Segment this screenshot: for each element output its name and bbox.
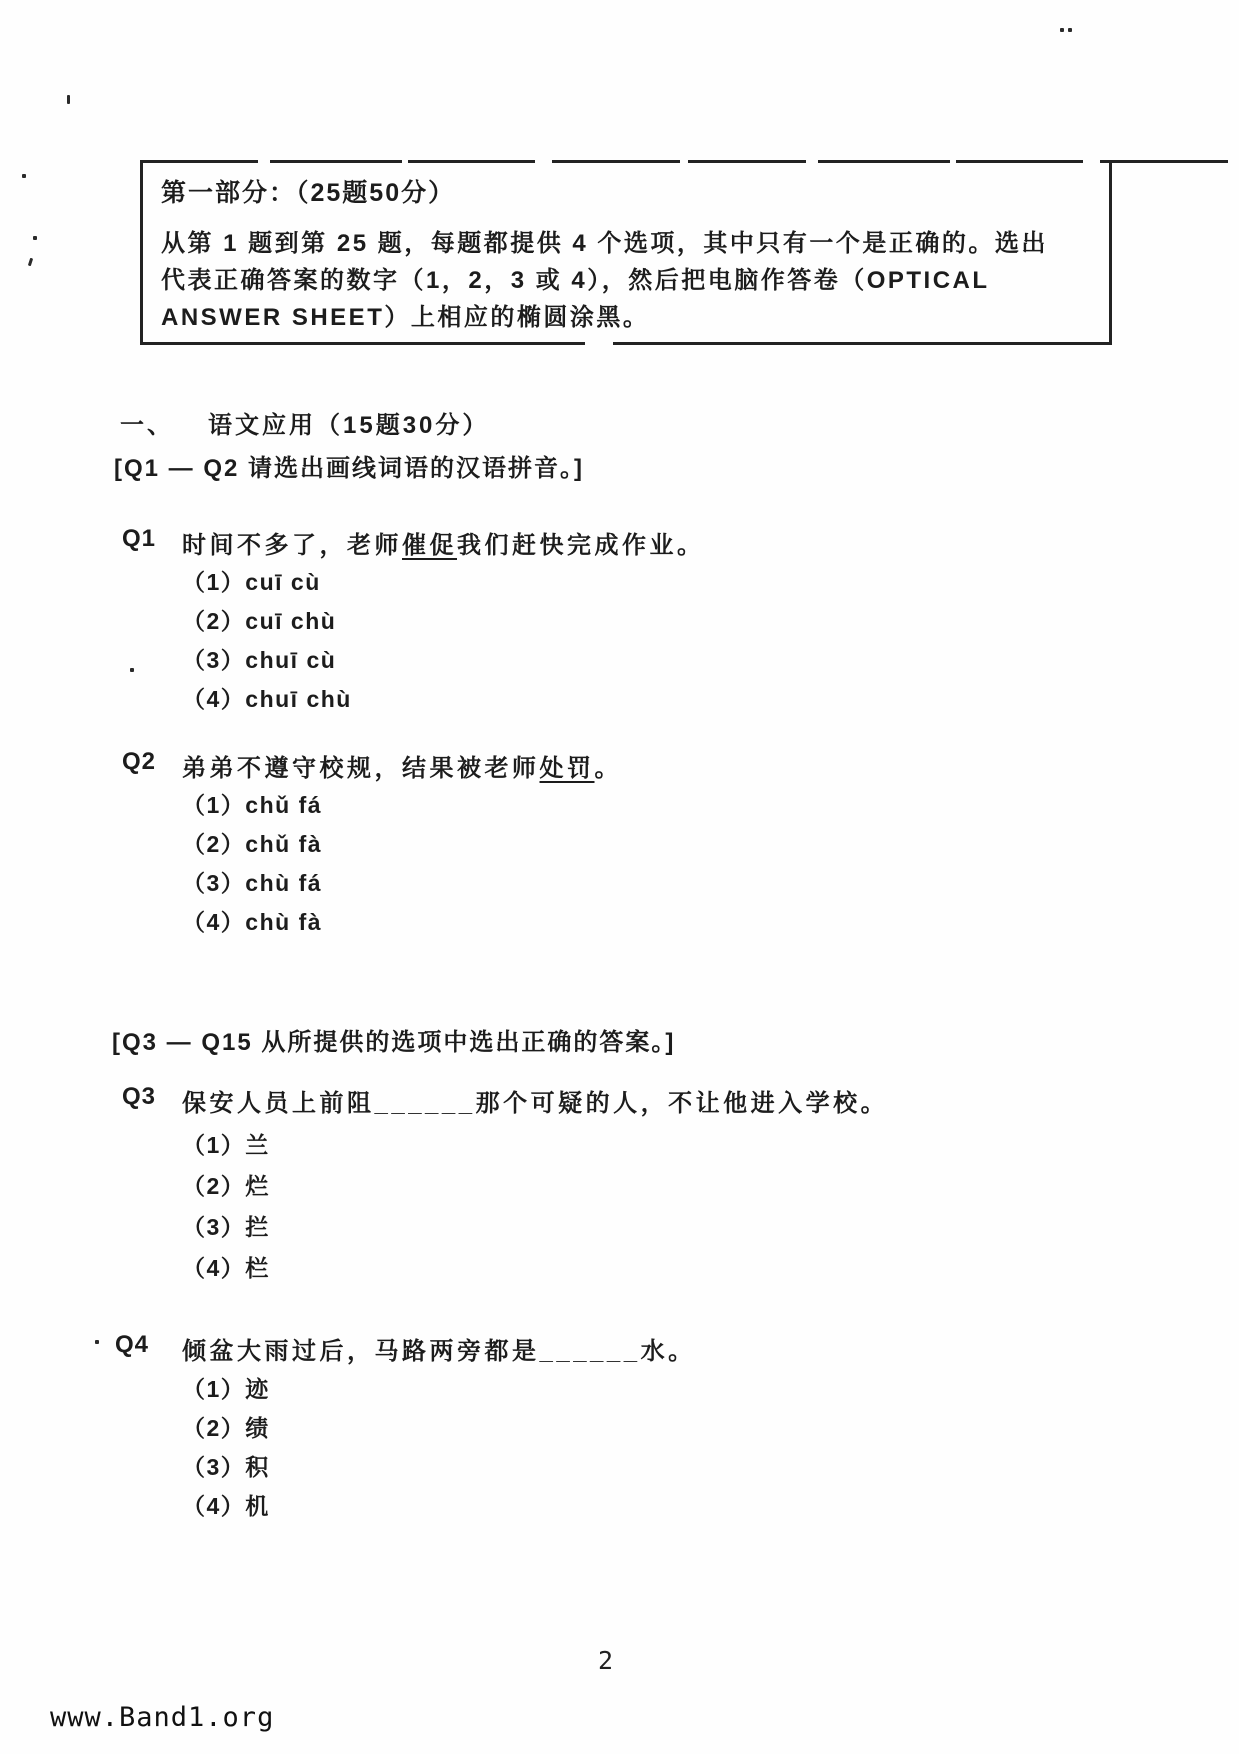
option-line: （4）栏 (182, 1255, 270, 1281)
underlined-word: 催促 (402, 532, 457, 559)
stem-text: 。 (594, 755, 622, 782)
option-line: （2）cuī chù (182, 608, 337, 634)
question-stem (182, 525, 705, 560)
instruction-q1-q2: [Q1 — Q2 请选出画线词语的汉语拼音。] (114, 455, 585, 482)
option-line: （3）积 (182, 1454, 270, 1480)
option-line: （1）chǔ fá (182, 792, 323, 818)
question-stem (182, 1083, 888, 1118)
underlined-word: 处罚 (539, 755, 595, 782)
stem-text: 弟弟不遵守校规，结果被老师 (182, 755, 540, 782)
section-one-heading (120, 405, 489, 440)
stem-text: 倾盆大雨过后，马路两旁都是 (182, 1338, 540, 1365)
part1-instruction-line: 从第 1 题到第 25 题，每题都提供 4 个选项，其中只有一个是正确的。选出 (161, 230, 1048, 257)
scan-speck (1060, 28, 1064, 32)
scan-speck (28, 258, 33, 267)
question-stem (182, 1331, 696, 1366)
option-line: （2）烂 (182, 1173, 270, 1199)
option-line: （1）兰 (182, 1132, 270, 1158)
scan-speck (1068, 28, 1072, 32)
part1-instruction-line: ANSWER SHEET）上相应的椭圆涂黑。 (161, 304, 650, 331)
stem-text: 我们赶快完成作业。 (457, 532, 705, 559)
option-line: （3）chuī cù (182, 647, 337, 673)
question-label: Q2 (122, 748, 157, 775)
stem-text: 水。 (640, 1338, 696, 1365)
question-q3 (122, 1083, 1072, 1323)
option-line: （2）绩 (182, 1415, 270, 1441)
watermark-url: www.Band1.org (50, 1702, 275, 1733)
scan-speck (67, 95, 70, 104)
question-q4 (115, 1331, 1065, 1571)
scan-speck (95, 1340, 99, 1344)
option-line: （1）cuī cù (182, 569, 321, 595)
stem-text: 时间不多了，老师 (182, 532, 402, 559)
scan-speck (22, 174, 26, 178)
question-q1 (122, 525, 1022, 755)
stem-text: 那个可疑的人，不让他进入学校。 (475, 1090, 889, 1117)
part1-instruction-line: 代表正确答案的数字（1，2，3 或 4），然后把电脑作答卷（OPTICAL (161, 267, 990, 294)
section-number: 一、 (120, 412, 174, 439)
instruction-q3-q15: [Q3 — Q15 从所提供的选项中选出正确的答案。] (112, 1029, 676, 1056)
option-line: （3）拦 (182, 1214, 270, 1240)
fill-in-blank: ______ (374, 1090, 476, 1117)
options-list (182, 786, 322, 942)
stem-text: 保安人员上前阻 (182, 1090, 375, 1117)
part1-title: 第一部分：（25题50分） (161, 179, 456, 207)
question-label: Q3 (122, 1083, 157, 1110)
option-line: （4）chuī chù (182, 686, 352, 712)
option-line: （1）迹 (182, 1376, 270, 1402)
fill-in-blank: ______ (539, 1338, 641, 1365)
question-stem (182, 748, 622, 783)
option-line: （2）chǔ fà (182, 831, 323, 857)
option-line: （3）chù fá (182, 870, 323, 896)
page-number: 2 (598, 1646, 614, 1675)
options-list (182, 1370, 270, 1526)
question-q2 (122, 748, 1022, 978)
section-title: 语文应用（15题30分） (208, 412, 490, 439)
options-list (182, 1125, 270, 1289)
part1-instruction-box (140, 163, 1112, 345)
scan-speck (33, 236, 37, 240)
option-line: （4）机 (182, 1493, 270, 1519)
question-label: Q4 (115, 1331, 150, 1358)
box-border-scan-gap (585, 342, 613, 347)
options-list (182, 563, 352, 719)
option-line: （4）chù fà (182, 909, 323, 935)
question-label: Q1 (122, 525, 157, 552)
